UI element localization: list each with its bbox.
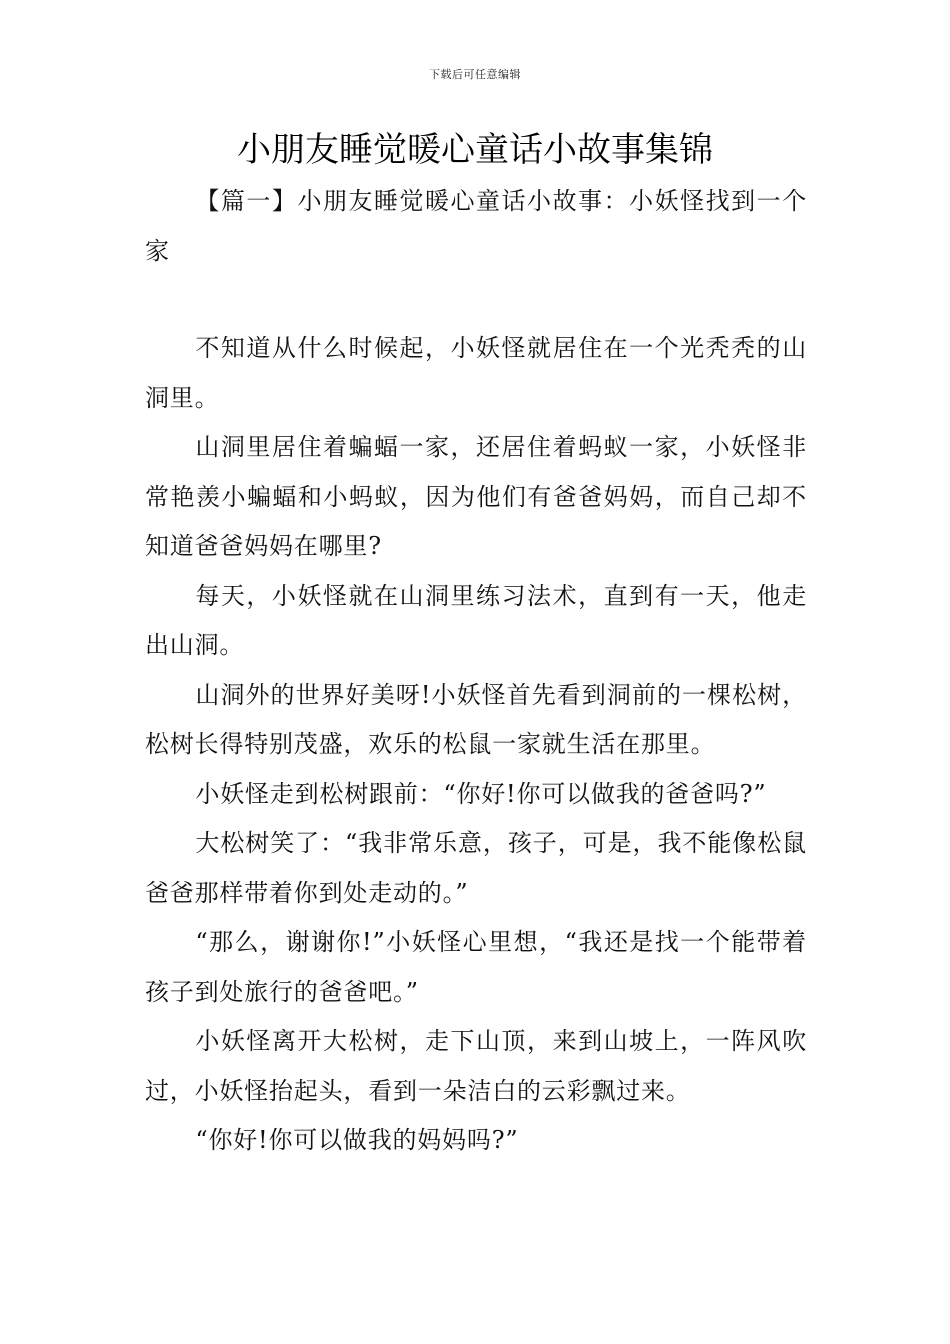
header-note: 下载后可任意编辑: [429, 68, 521, 81]
story-paragraph-8: 小妖怪离开大松树，走下山顶，来到山坡上，一阵风吹过，小妖怪抬起头，看到一朵洁白的云彩飘过来。: [145, 1027, 807, 1105]
story-paragraph-2: 山洞里居住着蝙蝠一家，还居住着蚂蚁一家，小妖怪非常艳羡小蝙蝠和小蚂蚁，因为他们有爸爸妈妈，而自己却不知道爸爸妈妈在哪里?: [145, 433, 807, 560]
section-heading: 【篇一】小朋友睡觉暖心童话小故事：小妖怪找到一个家: [145, 187, 807, 265]
story-paragraph-9: “你好!你可以做我的妈妈吗?”: [195, 1126, 519, 1154]
document-title: 小朋友睡觉暖心童话小故事集锦: [237, 130, 713, 170]
story-paragraph-5: 小妖怪走到松树跟前：“你好!你可以做我的爸爸吗?”: [195, 779, 767, 808]
story-paragraph-7: “那么，谢谢你!”小妖怪心里想，“我还是找一个能带着孩子到处旅行的爸爸吧。”: [145, 928, 807, 1006]
story-paragraph-3: 每天，小妖怪就在山洞里练习法术，直到有一天，他走出山洞。: [145, 581, 807, 659]
story-paragraph-4: 山洞外的世界好美呀!小妖怪首先看到洞前的一棵松树，松树长得特别茂盛，欢乐的松鼠一家就生活在那里。: [145, 680, 807, 758]
section-heading-block: [145, 177, 807, 276]
story-body: [145, 324, 807, 1166]
story-paragraph-6: 大松树笑了：“我非常乐意，孩子，可是，我不能像松鼠爸爸那样带着你到处走动的。”: [145, 829, 807, 907]
story-paragraph-1: 不知道从什么时候起，小妖怪就居住在一个光秃秃的山洞里。: [145, 334, 807, 412]
